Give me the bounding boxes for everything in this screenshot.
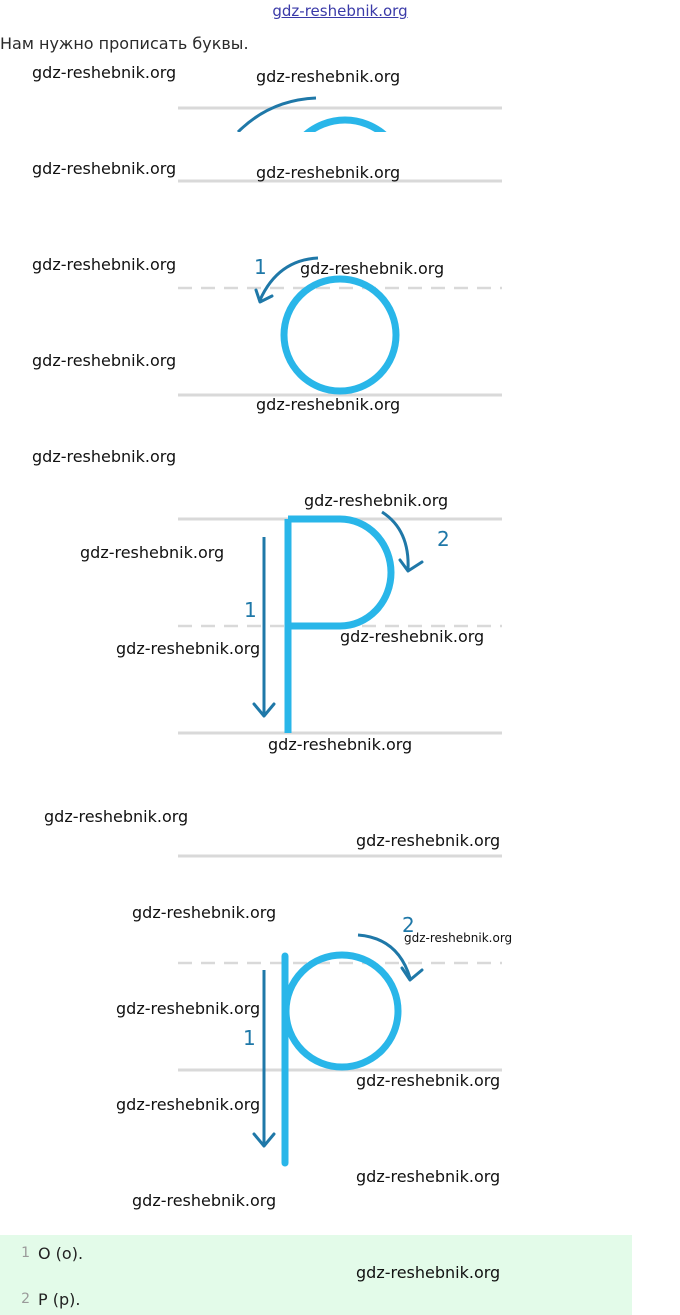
watermark: gdz-reshebnik.org	[132, 903, 277, 922]
stroke-number-1: 1	[254, 255, 267, 279]
watermark: gdz-reshebnik.org	[356, 1071, 501, 1090]
watermark: gdz-reshebnik.org	[32, 351, 177, 370]
watermark: gdz-reshebnik.org	[304, 491, 449, 510]
stroke-number-1: 1	[243, 1026, 256, 1050]
watermark: gdz-reshebnik.org	[268, 735, 413, 754]
watermark: gdz-reshebnik.org	[132, 1191, 277, 1210]
answer-box	[0, 1235, 632, 1315]
watermark: gdz-reshebnik.org	[80, 543, 225, 562]
watermark: gdz-reshebnik.org	[32, 255, 177, 274]
watermark: gdz-reshebnik.org	[116, 639, 261, 658]
letter-o-partial-figure	[0, 90, 680, 200]
stroke-arrow-2	[382, 512, 408, 570]
watermark: gdz-reshebnik.org	[340, 627, 485, 646]
site-header-link[interactable]: gdz-reshebnik.org	[272, 2, 408, 20]
watermark: gdz-reshebnik.org	[404, 931, 513, 945]
arrow-head-2	[402, 968, 422, 980]
watermark: gdz-reshebnik.org	[32, 159, 177, 178]
watermark: gdz-reshebnik.org	[300, 259, 445, 278]
watermark: gdz-reshebnik.org	[256, 395, 401, 414]
arrow-head-2	[400, 560, 422, 571]
letter-r-bowl	[286, 955, 398, 1067]
watermark: gdz-reshebnik.org	[32, 63, 177, 82]
letter-small-r-figure	[0, 845, 680, 1175]
answer-item	[0, 1241, 83, 1265]
watermark: gdz-reshebnik.org	[116, 999, 261, 1018]
watermark: gdz-reshebnik.org	[256, 67, 401, 86]
watermark: gdz-reshebnik.org	[44, 807, 189, 826]
intro-text: Нам нужно прописать буквы.	[0, 34, 249, 53]
letter-capital-r-figure	[0, 505, 680, 745]
stroke-number-2: 2	[437, 527, 450, 551]
watermark: gdz-reshebnik.org	[356, 1263, 501, 1282]
watermark: gdz-reshebnik.org	[356, 831, 501, 850]
stroke-number-2: 2	[402, 913, 415, 937]
letter-o	[284, 279, 396, 391]
answer-text: О (о).	[38, 1243, 84, 1263]
watermark: gdz-reshebnik.org	[32, 447, 177, 466]
answer-number: 2	[21, 1291, 30, 1307]
watermark: gdz-reshebnik.org	[256, 163, 401, 182]
answer-text: Р (р).	[38, 1289, 81, 1309]
answer-item	[0, 1287, 80, 1311]
stroke-number-1: 1	[244, 598, 257, 622]
stroke-arrow-partial	[238, 98, 316, 132]
letter-r-bowl	[288, 519, 391, 626]
answer-number: 1	[21, 1245, 30, 1261]
watermark: gdz-reshebnik.org	[356, 1167, 501, 1186]
watermark: gdz-reshebnik.org	[116, 1095, 261, 1114]
